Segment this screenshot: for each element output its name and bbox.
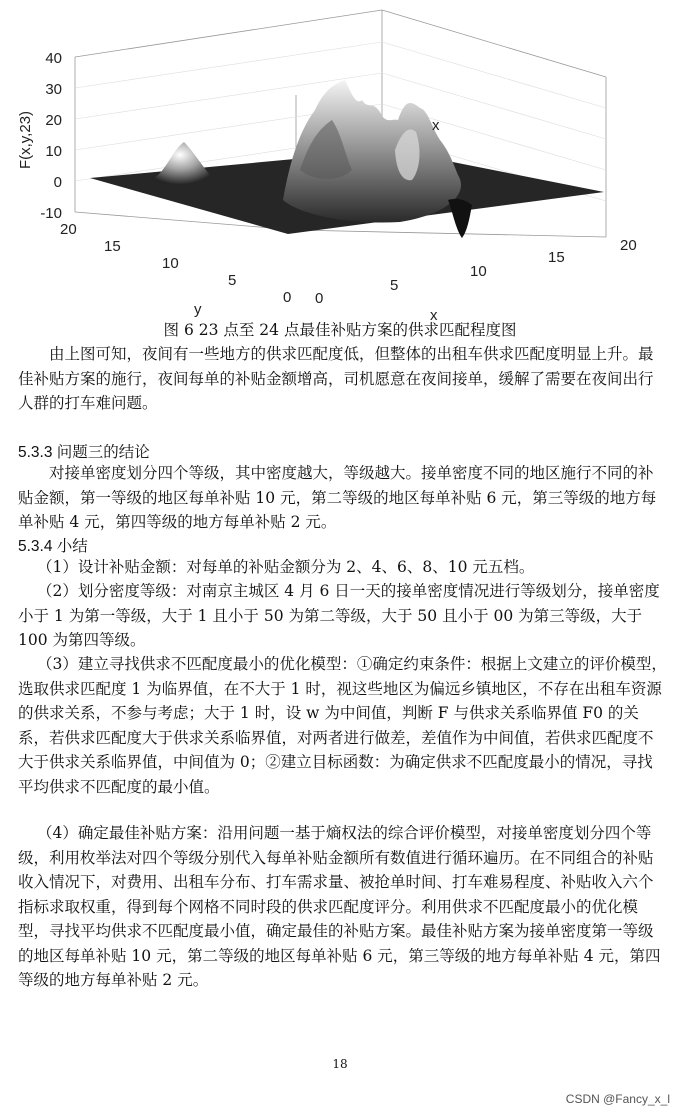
y-tick: 15 bbox=[104, 238, 121, 255]
x-tick-labels bbox=[315, 237, 637, 307]
page-number: 18 bbox=[332, 1057, 348, 1071]
y-tick: 20 bbox=[60, 221, 77, 238]
paragraph: 对接单密度划分四个等级，其中密度越大，等级越大。接单密度不同的地区施行不同的补贴金额，第一等级的地区每单补贴 10 元，第二等级的地区每单补贴 6 元，第三等级的地方每单补贴 4 元，第四等级的地方每单补贴 2 元。 bbox=[18, 464, 657, 531]
x-axis-label: x bbox=[430, 307, 438, 322]
section-heading: 5.3.4 小结 bbox=[18, 538, 88, 555]
surface-plot bbox=[0, 0, 680, 322]
x-tick: 20 bbox=[620, 237, 637, 254]
z-tick: 30 bbox=[45, 81, 62, 98]
section-heading: 5.3.3 问题三的结论 bbox=[18, 444, 150, 461]
paragraph: （2）划分密度等级：对南京主城区 4 月 6 日一天的接单密度情况进行等级划分，接单密度小于 1 为第一等级，大于 1 且小于 50 为第二等级，大于 50 且小于 00 为第三等级，大于 100 为第四等级。 bbox=[18, 582, 660, 649]
paragraph: （4）确定最佳补贴方案：沿用问题一基于熵权法的综合评价模型，对接单密度划分四个等级，利用枚举法对四个等级分别代入每单补贴金额所有数值进行循环遍历。在不同组合的补贴收入情况下，对费用、出租车分布、打车需求量、被抢单时间、打车难易程度、补贴收入六个指标求取权重，得到每个网格不同时段的供求匹配度评分。利用供求不匹配度最小的优化模型，寻找平均供求不匹配度最小值，确定最佳的补贴方案。最佳补贴方案为接单密度第一等级的地区每单补贴 10 元，第二等级的地区每单补贴 6 元，第三等级的地方每单补贴 4 元，第四等级的地方每单补贴 2 元。 bbox=[18, 824, 661, 989]
z-tick: 40 bbox=[45, 50, 62, 67]
y-tick: 5 bbox=[228, 272, 237, 289]
peak-x-label: x bbox=[432, 117, 440, 134]
z-tick-labels bbox=[40, 50, 62, 222]
watermark: CSDN @Fancy_x_l bbox=[565, 1092, 670, 1106]
z-axis-label: F(x,y,23) bbox=[17, 110, 34, 170]
x-tick: 15 bbox=[548, 249, 565, 266]
z-tick: -10 bbox=[40, 205, 62, 222]
y-tick-labels bbox=[60, 221, 291, 306]
y-tick: 10 bbox=[162, 255, 179, 272]
paragraph: （3）建立寻找供求不匹配度最小的优化模型：①确定约束条件：根据上文建立的评价模型，选取供求匹配度 1 为临界值，在不大于 1 时，视这些地区为偏远乡镇地区，不存在出租车资源的供求关系，不参与考虑；大于 1 时，设 w 为中间值，判断 F 与供求关系临界值 F0 的关系，若供求匹配度大于供求关系临界值，对两者进行做差，差值作为中间值，若供求匹配度不大于供求关系临界值，中间值为 0；②建立目标函数：为确定供求不匹配度最小的情况，寻找平均供求不匹配度的最小值。 bbox=[18, 655, 667, 796]
z-tick: 10 bbox=[45, 143, 62, 160]
y-axis-label: y bbox=[194, 301, 202, 318]
paragraph: 由上图可知，夜间有一些地方的供求匹配度低，但整体的出租车供求匹配度明显上升。最佳补贴方案的施行，夜间每单的补贴金额增高，司机愿意在夜间接单，缓解了需要在夜间出行人群的打车难问题。 bbox=[18, 345, 654, 412]
x-tick: 5 bbox=[390, 277, 399, 294]
x-tick: 0 bbox=[315, 290, 324, 307]
z-tick: 0 bbox=[53, 174, 62, 191]
figure-caption: 图 6 23 点至 24 点最佳补贴方案的供求匹配程度图 bbox=[163, 321, 517, 339]
z-tick: 20 bbox=[45, 112, 62, 129]
y-tick: 0 bbox=[283, 289, 292, 306]
paragraph: （1）设计补贴金额：对每单的补贴金额分为 2、4、6、8、10 元五档。 bbox=[37, 558, 535, 576]
x-tick: 10 bbox=[470, 263, 487, 280]
